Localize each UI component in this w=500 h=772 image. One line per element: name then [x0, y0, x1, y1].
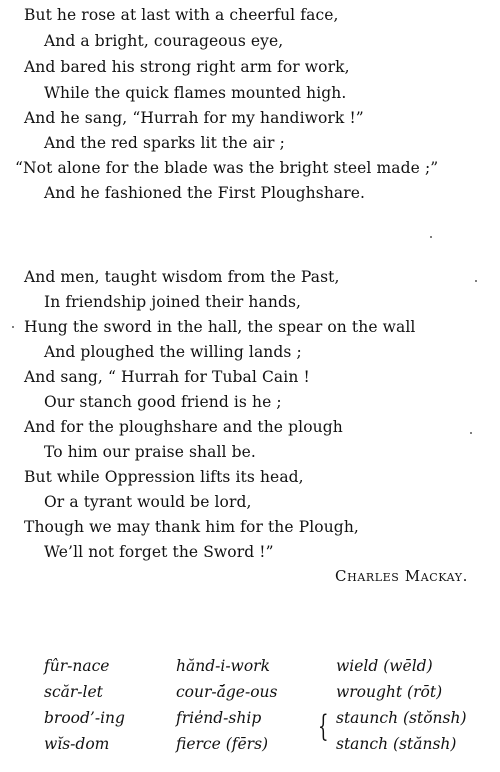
stanza2-line-9: But while Oppression lifts its head, [24, 468, 304, 486]
vocab-word: wrought (rōt) [336, 683, 443, 701]
vocab-word: hănd-i-work [176, 657, 270, 675]
stanza2-line-6: Our stanch good friend is he ; [44, 393, 282, 411]
stanza2-line-12: We’ll not forget the Sword !” [44, 543, 274, 561]
stanza2-line-1: And men, taught wisdom from the Past, [24, 268, 340, 286]
vocab-word: brood’-ing [44, 709, 125, 727]
stanza1-line-6: And the red sparks lit the air ; [44, 134, 285, 152]
stanza1-line-2: And a bright, courageous eye, [44, 32, 284, 50]
vocab-word: fûr-nace [44, 657, 110, 675]
stanza1-line-5: And he sang, “Hurrah for my handiwork !” [24, 109, 364, 127]
stanza2-line-4: And ploughed the willing lands ; [44, 343, 302, 361]
vocab-word: cour-ā́ge-ous [176, 683, 278, 701]
stanza2-line-7: And for the ploughshare and the plough [24, 418, 343, 436]
vocab-word: fierce (fērs) [176, 735, 269, 753]
stanza2-line-3: Hung the sword in the hall, the spear on the wall [24, 318, 416, 336]
vocab-word: stanch (stănsh) [336, 735, 457, 753]
stanza1-line-7: “Not alone for the blade was the bright steel made ;” [15, 159, 439, 177]
vocab-word: staunch (stŏnsh) [336, 709, 467, 727]
vocab-word: scăr-let [44, 683, 103, 701]
stanza2-line-8: To him our praise shall be. [44, 443, 256, 461]
paper-speck [470, 432, 472, 434]
paper-speck [475, 280, 477, 282]
stanza2-line-2: In friendship joined their hands, [44, 293, 302, 311]
stanza2-line-10: Or a tyrant would be lord, [44, 493, 252, 511]
vocab-word: frie̍nd-ship [176, 709, 262, 727]
vocab-word: wield (wēld) [336, 657, 433, 675]
curly-brace-icon: { [318, 709, 329, 744]
stanza2-line-5: And sang, “ Hurrah for Tubal Cain ! [24, 368, 310, 386]
vocab-word: wĭs-dom [44, 735, 110, 753]
stanza1-line-3: And bared his strong right arm for work, [24, 58, 350, 76]
paper-speck [430, 236, 432, 238]
stanza1-line-1: But he rose at last with a cheerful face, [24, 6, 339, 24]
stanza2-line-11: Though we may thank him for the Plough, [24, 518, 359, 536]
author-attribution: Charles Mackay. [335, 567, 468, 585]
stanza1-line-4: While the quick flames mounted high. [44, 84, 347, 102]
paper-speck [12, 326, 14, 328]
stanza1-line-8: And he fashioned the First Ploughshare. [44, 184, 366, 202]
